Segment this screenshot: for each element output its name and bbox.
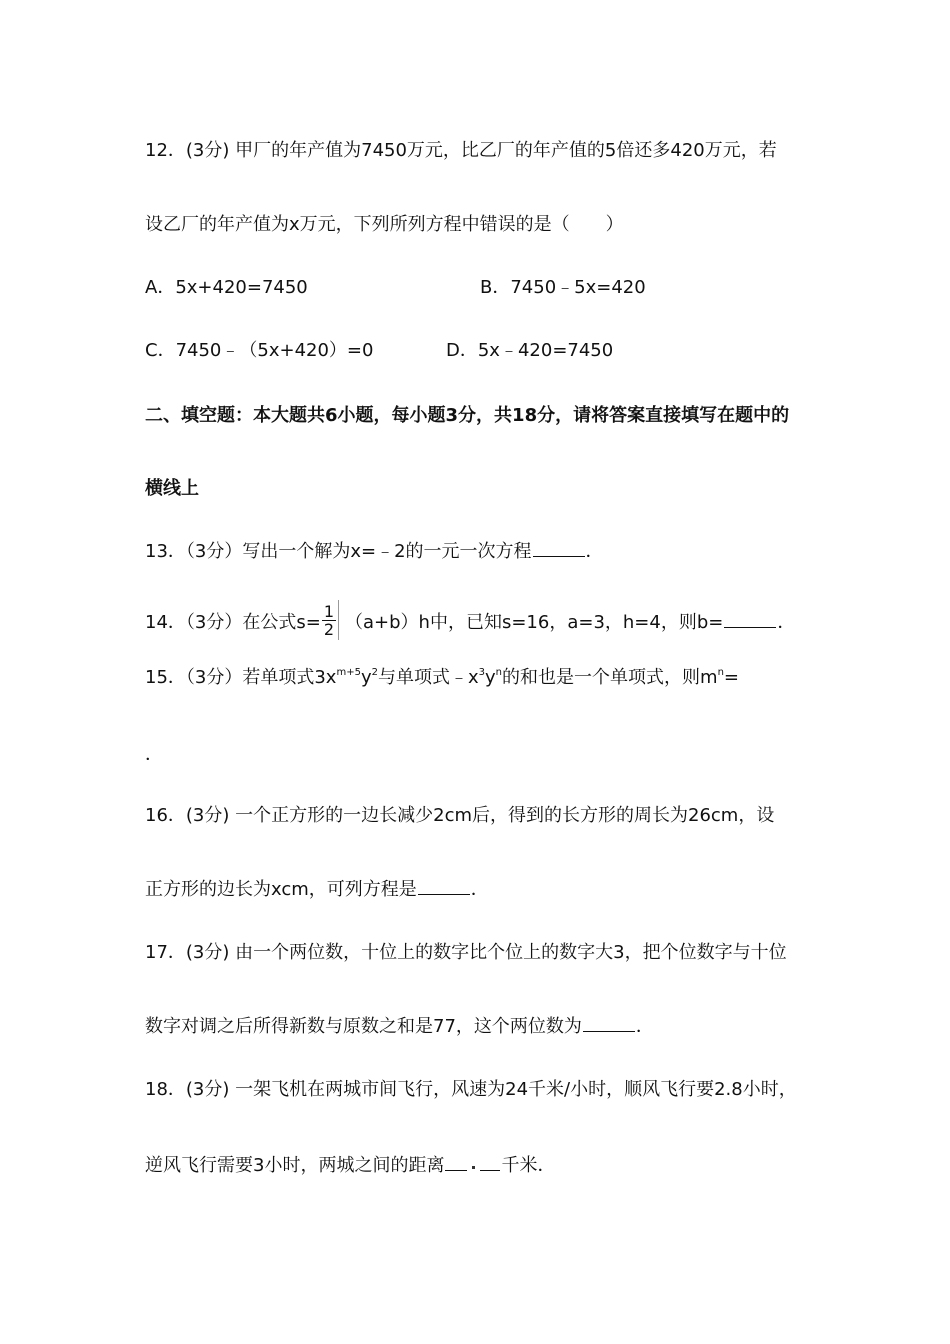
q14-answer-blank bbox=[724, 611, 776, 628]
section2-heading-line2: 横线上 bbox=[145, 478, 199, 499]
q16-text: 正方形的边长为xcm，可列方程是 bbox=[145, 879, 417, 900]
fraction-denominator: 2 bbox=[323, 619, 335, 639]
q14-pre: 14．（3分）在公式s= bbox=[145, 612, 321, 633]
fraction-divider bbox=[338, 600, 339, 640]
q15-exponent-4: n bbox=[495, 667, 503, 678]
dot-mark bbox=[472, 1166, 475, 1169]
q18-answer-blank-right bbox=[480, 1154, 500, 1171]
q18-end: 千米． bbox=[501, 1155, 556, 1176]
q14-post: （a+b）h中，已知s=16，a=3，h=4，则b= bbox=[345, 612, 724, 633]
q16-line2 bbox=[145, 878, 489, 902]
q18-line2 bbox=[145, 1154, 555, 1178]
q18-line1: 18．(3分) 一架飞机在两城市间飞行，风速为24千米/小时，顺风飞行要2.8小时， bbox=[145, 1079, 797, 1100]
q14 bbox=[145, 603, 795, 643]
q12-line2: 设乙厂的年产值为x万元，下列所列方程中错误的是（ ） bbox=[145, 214, 624, 235]
q15-line2: ． bbox=[145, 744, 163, 765]
q15-post: = bbox=[723, 667, 739, 688]
q15-mid2: 与单项式﹣x bbox=[377, 667, 479, 688]
q12-line1: 12．(3分) 甲厂的年产值为7450万元，比乙厂的年产值的5倍还多420万元，若 bbox=[145, 140, 777, 161]
q16-end: ． bbox=[470, 879, 489, 900]
q14-end: ． bbox=[777, 612, 796, 633]
q15-exponent-5: n bbox=[717, 667, 724, 678]
q17-line2 bbox=[145, 1015, 654, 1039]
q15-exponent-1: m+5 bbox=[336, 667, 361, 678]
q13-answer-blank bbox=[533, 540, 585, 557]
q12-option-a: A．5x+420=7450 bbox=[145, 277, 308, 298]
q18-text: 逆风飞行需要3小时，两城之间的距离 bbox=[145, 1155, 445, 1176]
q16-answer-blank bbox=[418, 878, 470, 895]
fraction-numerator: 1 bbox=[323, 601, 335, 621]
q13 bbox=[145, 540, 604, 564]
q12-option-b: B．7450﹣5x=420 bbox=[480, 277, 646, 298]
q16-line1: 16．(3分) 一个正方形的一边长减少2cm后，得到的长方形的周长为26cm，设 bbox=[145, 805, 775, 826]
q15-exponent-2: 2 bbox=[371, 667, 378, 678]
q15-pre: 15．（3分）若单项式3x bbox=[145, 667, 337, 688]
q15-mid4: 的和也是一个单项式，则m bbox=[502, 667, 718, 688]
q12-option-d: D．5x﹣420=7450 bbox=[446, 340, 614, 361]
q17-line1: 17．(3分) 由一个两位数，十位上的数字比个位上的数字大3，把个位数字与十位 bbox=[145, 942, 787, 963]
q17-text: 数字对调之后所得新数与原数之和是77，这个两位数为 bbox=[145, 1016, 582, 1037]
q12-option-c: C．7450﹣（5x+420）=0 bbox=[145, 340, 374, 361]
q17-end: ． bbox=[635, 1016, 654, 1037]
q15 bbox=[145, 666, 739, 690]
section2-heading-line1: 二、填空题：本大题共6小题，每小题3分，共18分，请将答案直接填写在题中的 bbox=[145, 405, 790, 426]
q15-exponent-3: 3 bbox=[478, 667, 486, 678]
q14-fraction bbox=[322, 603, 336, 638]
q18-answer-blank-left bbox=[445, 1154, 467, 1171]
q13-end: ． bbox=[585, 541, 604, 562]
q17-answer-blank bbox=[583, 1015, 635, 1032]
q13-text: 13．（3分）写出一个解为x=﹣2的一元一次方程 bbox=[145, 541, 532, 562]
q15-mid1: y bbox=[360, 667, 372, 688]
q15-mid3: y bbox=[485, 667, 496, 688]
